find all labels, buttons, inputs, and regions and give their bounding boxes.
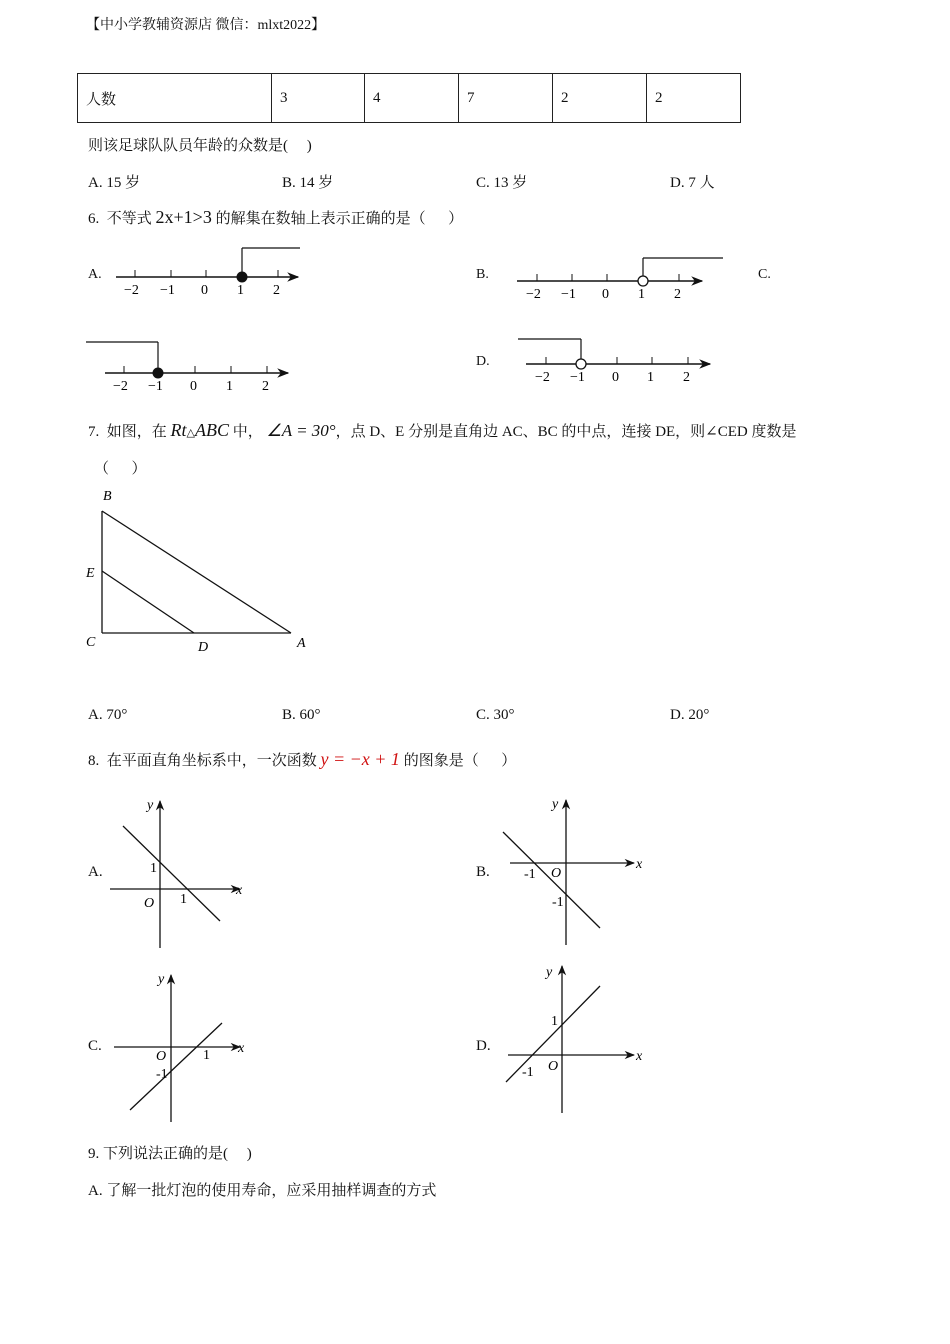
tick-label: 0: [602, 287, 609, 302]
q8-post: 的图象是（ ）: [403, 753, 517, 769]
tick-label: 1: [647, 370, 654, 385]
origin-label: O: [551, 866, 562, 881]
q7-stem: [88, 420, 797, 441]
q5-option-d: D. 7 人: [670, 175, 715, 191]
tick-label: −1: [148, 379, 163, 394]
mark-label: 1: [180, 892, 187, 907]
tick-label: −2: [535, 370, 550, 385]
q7-stem-b: 中，: [232, 424, 263, 440]
q6-label-d: D.: [476, 354, 490, 369]
tick-label: 2: [683, 370, 690, 385]
point-label-a: A: [297, 636, 306, 651]
q9-stem: 9. 下列说法正确的是( ): [88, 1146, 252, 1162]
header-watermark: 【中小学教辅资源店 微信：mlxt2022】: [86, 18, 326, 33]
tick-label: 1: [226, 379, 233, 394]
q7-option-b: B. 60°: [282, 707, 321, 723]
q6-option-a-numberline: [116, 248, 300, 298]
table-cell: 3: [272, 74, 365, 123]
tick-label: 0: [190, 379, 197, 394]
q8-graph-b: [503, 797, 643, 945]
q7-angle: ∠A = 30°: [266, 421, 336, 440]
q6-label-a: A.: [88, 267, 102, 282]
mark-label: 1: [203, 1048, 210, 1063]
q5-stem: 则该足球队队员年龄的众数是( ): [88, 138, 312, 154]
mark-label: -1: [522, 1065, 534, 1080]
q7-stem-c: ，点 D、E 分别是直角边 AC、BC 的中点，连接 DE，则∠CED 度数是: [335, 424, 797, 440]
q8-label-b: B.: [476, 864, 490, 880]
q7-option-c: C. 30°: [476, 707, 515, 723]
q7-option-d: D. 20°: [670, 707, 710, 723]
q6-pre: 不等式: [106, 211, 152, 227]
tick-label: −2: [124, 283, 139, 298]
origin-label: O: [156, 1049, 167, 1064]
tick-label: 1: [237, 283, 244, 298]
tick-label: −1: [570, 370, 585, 385]
table-cell: 2: [647, 74, 741, 123]
q6-label-c: C.: [758, 267, 771, 282]
axis-label-x: x: [238, 1041, 245, 1056]
tick-label: 2: [674, 287, 681, 302]
q5-option-c: C. 13 岁: [476, 175, 528, 191]
axis-label-y: y: [158, 972, 165, 987]
axis-label-x: x: [636, 857, 643, 872]
tick-label: 1: [638, 287, 645, 302]
q8-label-c: C.: [88, 1038, 102, 1054]
q8-pre: 在平面直角坐标系中，一次函数: [106, 753, 317, 769]
q8-label-a: A.: [88, 864, 103, 880]
q5-option-b: B. 14 岁: [282, 175, 334, 191]
q7-stem-a: 如图，在: [106, 424, 167, 440]
q7-paren: （ ）: [94, 461, 147, 477]
tick-label: 0: [612, 370, 619, 385]
q6-label-b: B.: [476, 267, 489, 282]
point-label-d: D: [198, 640, 209, 655]
mark-label: 1: [150, 861, 157, 876]
tick-label: 2: [273, 283, 280, 298]
q6-option-b-numberline: [517, 258, 723, 302]
table-cell: 4: [365, 74, 459, 123]
axis-label-x: x: [636, 1049, 643, 1064]
triangle-icon: △: [186, 427, 195, 439]
q7-option-a: A. 70°: [88, 707, 128, 723]
axis-label-y: y: [147, 798, 154, 813]
q6-number: 6.: [88, 211, 100, 227]
q7-rt: Rt: [170, 420, 187, 440]
q7-triangle-figure: [85, 489, 306, 655]
q7-number: 7.: [88, 424, 100, 440]
q7-abc: ABC: [194, 420, 229, 440]
table-cell: 7: [459, 74, 553, 123]
tick-label: −1: [160, 283, 175, 298]
q9-option-a: A. 了解一批灯泡的使用寿命，应采用抽样调查的方式: [88, 1183, 437, 1199]
table-cell: 2: [553, 74, 647, 123]
origin-label: O: [548, 1059, 559, 1074]
q8-function: y = −x + 1: [320, 749, 400, 769]
axis-label-y: y: [552, 797, 559, 812]
q6-option-d-numberline: [518, 339, 710, 385]
q6-post: 的解集在数轴上表示正确的是（ ）: [215, 211, 464, 227]
tick-label: −2: [113, 379, 128, 394]
tick-label: −2: [526, 287, 541, 302]
q8-number: 8.: [88, 753, 100, 769]
mark-label: -1: [156, 1067, 168, 1082]
point-label-b: B: [103, 489, 112, 504]
q8-stem: [88, 749, 516, 770]
origin-label: O: [144, 896, 155, 911]
tick-label: −1: [561, 287, 576, 302]
point-label-e: E: [86, 566, 95, 581]
mark-label: 1: [551, 1014, 558, 1029]
q8-label-d: D.: [476, 1038, 491, 1054]
table-cell: 人数: [78, 74, 272, 123]
q8-graph-a: [110, 798, 243, 948]
tick-label: 2: [262, 379, 269, 394]
q5-option-a: A. 15 岁: [88, 175, 141, 191]
mark-label: -1: [552, 895, 564, 910]
axis-label-x: x: [236, 883, 243, 898]
q8-graph-d: [506, 965, 643, 1113]
tick-label: 0: [201, 283, 208, 298]
point-label-c: C: [86, 635, 96, 650]
axis-label-y: y: [546, 965, 553, 980]
q6-inequality: 2x+1>3: [155, 207, 212, 227]
q6-option-c-numberline: [86, 342, 288, 394]
mark-label: -1: [524, 867, 536, 882]
q8-graph-c: [114, 972, 245, 1122]
